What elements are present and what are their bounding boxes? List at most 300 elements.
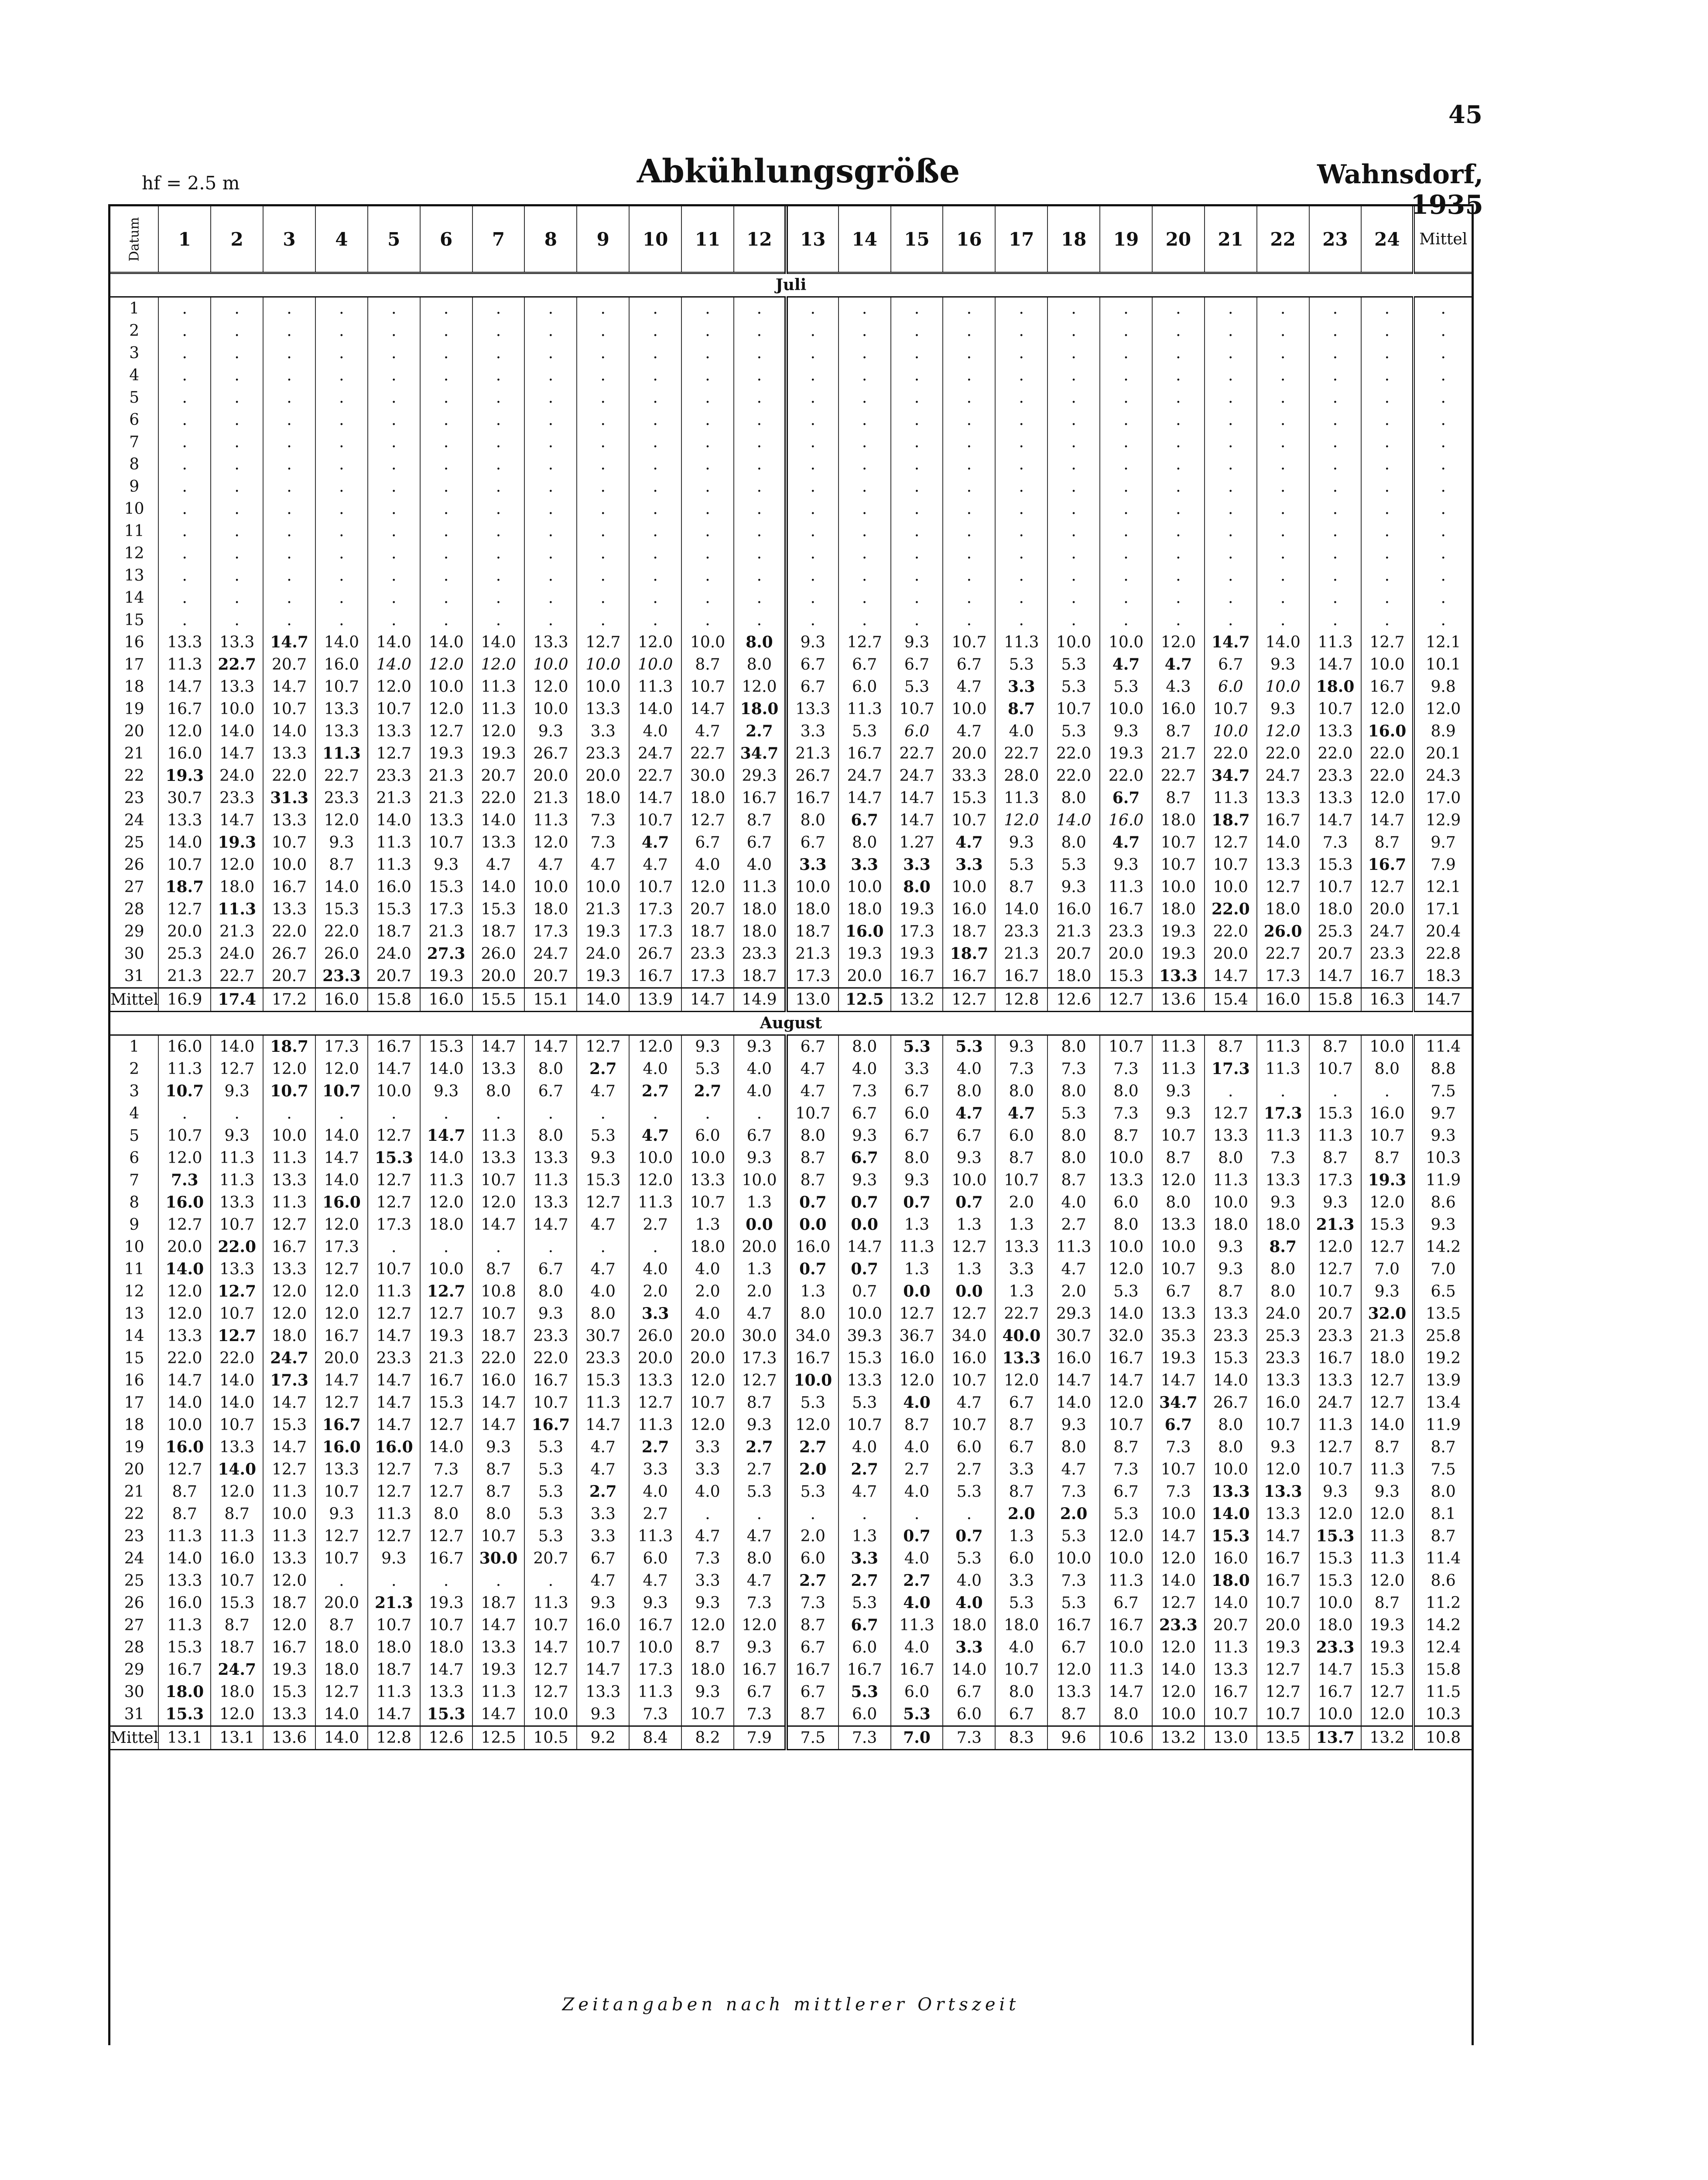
hourly-value: 10.7	[681, 676, 734, 698]
hourly-value: .	[524, 1570, 577, 1592]
hourly-value: 14.0	[315, 631, 368, 654]
hourly-value: 18.0	[524, 898, 577, 921]
hourly-mean: 12.5	[472, 1726, 525, 1750]
hourly-value: .	[629, 542, 681, 565]
hourly-value: 20.0	[734, 1236, 786, 1258]
day-number: 6	[129, 411, 140, 429]
hourly-value: 29.3	[734, 765, 786, 787]
hourly-value: .	[891, 453, 943, 476]
hourly-value: .	[943, 387, 995, 409]
hourly-value: .	[786, 431, 839, 453]
day-number: 10	[124, 1238, 144, 1256]
hourly-value: 16.0	[891, 1347, 943, 1369]
hourly-value: 13.3	[1257, 1169, 1309, 1191]
hourly-value: 9.3	[1100, 720, 1152, 743]
hourly-value: .	[891, 387, 943, 409]
hourly-value: 12.7	[1361, 1681, 1414, 1703]
day-number: 5	[129, 389, 140, 407]
daily-mean: 10.1	[1414, 654, 1472, 676]
table-row	[110, 1035, 1472, 1058]
hourly-value: 12.7	[158, 1214, 211, 1236]
hourly-value: 12.7	[368, 1169, 420, 1191]
hour-column-header: 9	[577, 206, 629, 273]
hourly-value: .	[315, 1570, 368, 1592]
hourly-value: 11.3	[1152, 1035, 1205, 1058]
hourly-value: 17.3	[629, 921, 681, 943]
hourly-value: .	[1152, 565, 1205, 587]
hourly-value: 14.0	[368, 809, 420, 832]
hourly-value: 1.27	[891, 832, 943, 854]
day-number: 18	[124, 678, 144, 696]
hourly-value: 9.3	[839, 1169, 891, 1191]
hourly-value: 14.0	[315, 876, 368, 898]
hourly-value: .	[786, 476, 839, 498]
day-number: 19	[124, 1438, 144, 1456]
hourly-value: 4.7	[734, 1303, 786, 1325]
hourly-mean: 16.0	[315, 988, 368, 1012]
hourly-value: .	[158, 587, 211, 609]
hourly-value: .	[786, 342, 839, 364]
day-number: 20	[124, 1461, 144, 1478]
hourly-value: 13.3	[1205, 1659, 1257, 1681]
hourly-value: 15.3	[158, 1703, 211, 1726]
hourly-value: .	[577, 320, 629, 342]
hourly-value: 8.0	[1100, 1703, 1152, 1726]
hourly-value: .	[1100, 609, 1152, 631]
page-title: Abkühlungsgröße	[637, 153, 960, 190]
hourly-value: 1.3	[891, 1214, 943, 1236]
hourly-value: 26.0	[472, 943, 525, 965]
hourly-value: 14.0	[158, 1547, 211, 1570]
hourly-value: 10.0	[368, 1080, 420, 1102]
hourly-value: .	[420, 1236, 472, 1258]
table-row	[110, 1570, 1472, 1592]
hourly-value: 11.3	[315, 743, 368, 765]
hourly-value: 4.0	[891, 1636, 943, 1659]
hourly-value: .	[943, 342, 995, 364]
hourly-value: 9.3	[420, 1080, 472, 1102]
hourly-value: 6.0	[681, 1125, 734, 1147]
day-number: 30	[124, 945, 144, 963]
hourly-value: 12.7	[211, 1325, 263, 1347]
table-row	[110, 676, 1472, 698]
hourly-value: 4.0	[629, 1258, 681, 1280]
hourly-value: .	[263, 565, 315, 587]
table-row	[110, 1458, 1472, 1481]
hourly-value: 15.3	[1309, 854, 1362, 876]
hourly-value: 14.7	[420, 1125, 472, 1147]
hourly-mean: 7.3	[839, 1726, 891, 1750]
hourly-value: .	[368, 609, 420, 631]
hourly-value: .	[315, 409, 368, 431]
hourly-value: .	[891, 542, 943, 565]
hourly-value: 9.3	[472, 1436, 525, 1458]
hourly-value: 34.7	[1205, 765, 1257, 787]
hourly-value: 19.3	[211, 832, 263, 854]
day-number: 28	[124, 900, 144, 918]
hourly-value: 17.3	[1205, 1058, 1257, 1080]
hourly-value: 20.7	[472, 765, 525, 787]
hourly-value: 8.0	[577, 1303, 629, 1325]
hourly-value: 6.7	[577, 1547, 629, 1570]
hourly-value: 18.0	[577, 787, 629, 809]
hourly-value: 14.7	[211, 743, 263, 765]
hourly-value: 12.0	[1100, 1392, 1152, 1414]
table-row	[110, 476, 1472, 498]
hourly-value: .	[211, 476, 263, 498]
hourly-value: 11.3	[629, 1414, 681, 1436]
hourly-value: 13.3	[1257, 1369, 1309, 1392]
hourly-value: .	[315, 1102, 368, 1125]
hourly-value: 3.3	[681, 1436, 734, 1458]
hourly-value: .	[263, 1102, 315, 1125]
hourly-value: .	[1257, 498, 1309, 520]
table-row	[110, 565, 1472, 587]
hourly-value: 4.0	[891, 1547, 943, 1570]
hourly-value: 20.0	[158, 921, 211, 943]
hourly-value: .	[681, 542, 734, 565]
hourly-value: 13.3	[472, 832, 525, 854]
hourly-value: 26.7	[786, 765, 839, 787]
hourly-value: 10.7	[472, 1169, 525, 1191]
hourly-value: .	[734, 476, 786, 498]
hourly-value: .	[524, 565, 577, 587]
hourly-value: 11.3	[211, 1525, 263, 1547]
hourly-value: 26.7	[524, 743, 577, 765]
hourly-value: 8.0	[891, 876, 943, 898]
hourly-value: 6.7	[1100, 1481, 1152, 1503]
hourly-value: .	[158, 431, 211, 453]
hourly-value: 10.7	[420, 1614, 472, 1636]
hourly-value: 12.7	[1257, 876, 1309, 898]
hourly-value: 15.3	[420, 1035, 472, 1058]
hourly-value: 13.3	[263, 1169, 315, 1191]
hourly-value: .	[263, 587, 315, 609]
hourly-value: 19.3	[420, 743, 472, 765]
hourly-value: 18.7	[786, 921, 839, 943]
hourly-value: 13.3	[158, 1570, 211, 1592]
hourly-value: 8.0	[1100, 1080, 1152, 1102]
hourly-value: .	[368, 409, 420, 431]
table-row	[110, 1636, 1472, 1659]
hourly-value: .	[315, 342, 368, 364]
hourly-value: 19.3	[420, 1325, 472, 1347]
hourly-value: 18.0	[839, 898, 891, 921]
hourly-value: 16.7	[995, 965, 1047, 988]
hour-column-header: 16	[943, 206, 995, 273]
hourly-value: .	[734, 320, 786, 342]
hourly-value: 13.3	[211, 1258, 263, 1280]
hourly-value: 18.0	[943, 1614, 995, 1636]
hourly-value: 22.0	[1205, 743, 1257, 765]
hourly-value: 14.7	[1309, 1659, 1362, 1681]
hourly-value: 12.0	[158, 720, 211, 743]
hourly-value: 9.3	[420, 854, 472, 876]
hourly-value: 2.7	[577, 1058, 629, 1080]
hourly-value: 18.7	[368, 1659, 420, 1681]
hourly-mean: 15.1	[524, 988, 577, 1012]
hourly-value: .	[839, 364, 891, 387]
hour-column-header: 13	[786, 206, 839, 273]
hour-column-header: 5	[368, 206, 420, 273]
hourly-value: .	[839, 387, 891, 409]
hourly-value: 6.7	[786, 1636, 839, 1659]
hourly-value: 6.7	[734, 1125, 786, 1147]
hourly-value: .	[681, 520, 734, 542]
hourly-value: 3.3	[681, 1570, 734, 1592]
hourly-value: 15.3	[1309, 1570, 1362, 1592]
hourly-value: .	[577, 364, 629, 387]
table-row	[110, 587, 1472, 609]
hourly-value: 14.7	[524, 1035, 577, 1058]
hourly-value: 10.7	[839, 1414, 891, 1436]
hourly-value: 11.3	[158, 654, 211, 676]
hourly-value: 12.0	[1361, 1503, 1414, 1525]
hourly-value: 7.3	[1152, 1436, 1205, 1458]
hourly-value: 12.0	[681, 1369, 734, 1392]
hourly-value: 5.3	[839, 1681, 891, 1703]
hourly-value: 18.0	[315, 1659, 368, 1681]
hourly-value: .	[158, 364, 211, 387]
daily-mean: 7.0	[1414, 1258, 1472, 1280]
hourly-value: .	[368, 431, 420, 453]
hourly-value: 1.3	[995, 1280, 1047, 1303]
hourly-value: 24.0	[577, 943, 629, 965]
hourly-value: .	[681, 609, 734, 631]
hourly-value: 4.0	[681, 1258, 734, 1280]
hourly-value: 0.0	[734, 1214, 786, 1236]
hourly-value: 8.7	[734, 1392, 786, 1414]
hourly-value: .	[158, 320, 211, 342]
hourly-value: .	[1152, 431, 1205, 453]
hourly-value: 2.7	[629, 1214, 681, 1236]
daily-mean: .	[1414, 453, 1472, 476]
hourly-value: 12.7	[1361, 1392, 1414, 1414]
hourly-value: 14.7	[1205, 965, 1257, 988]
hourly-value: 6.7	[524, 1080, 577, 1102]
hour-column-header: 8	[524, 206, 577, 273]
hourly-value: 14.0	[368, 654, 420, 676]
hourly-value: 22.0	[1361, 765, 1414, 787]
hourly-value: 11.3	[1100, 876, 1152, 898]
hourly-value: 20.7	[263, 965, 315, 988]
hourly-mean: 14.0	[315, 1726, 368, 1750]
hourly-value: 14.7	[1309, 654, 1362, 676]
hourly-value: .	[420, 364, 472, 387]
hourly-value: 6.7	[1205, 654, 1257, 676]
hourly-mean: 9.2	[577, 1726, 629, 1750]
hourly-value: 5.3	[943, 1481, 995, 1503]
hourly-value: .	[1047, 587, 1100, 609]
hourly-value: 13.3	[577, 698, 629, 720]
hourly-value: 12.0	[263, 1614, 315, 1636]
hourly-value: .	[943, 431, 995, 453]
hourly-value: 12.7	[420, 1414, 472, 1436]
day-number: 28	[124, 1639, 144, 1656]
hourly-value: 12.0	[420, 698, 472, 720]
hourly-mean: 13.0	[1205, 1726, 1257, 1750]
hourly-value: 17.3	[891, 921, 943, 943]
hourly-value: .	[577, 1236, 629, 1258]
hourly-value: .	[263, 453, 315, 476]
hourly-value: 0.0	[786, 1214, 839, 1236]
hourly-value: .	[420, 387, 472, 409]
hourly-value: .	[524, 431, 577, 453]
hourly-value: .	[1205, 542, 1257, 565]
hourly-value: .	[524, 453, 577, 476]
hourly-value: .	[1100, 431, 1152, 453]
hourly-value: .	[786, 542, 839, 565]
hourly-value: 22.0	[472, 787, 525, 809]
hourly-value: 7.3	[158, 1169, 211, 1191]
hourly-value: 8.7	[1309, 1147, 1362, 1169]
hourly-value: 11.3	[577, 1392, 629, 1414]
hourly-value: 10.7	[629, 809, 681, 832]
hourly-value: 13.3	[315, 720, 368, 743]
hourly-value: 6.7	[995, 1703, 1047, 1726]
month-title: August	[110, 1012, 1472, 1035]
hourly-value: 23.3	[734, 943, 786, 965]
daily-mean: 11.4	[1414, 1547, 1472, 1570]
hourly-value: .	[1100, 297, 1152, 320]
hourly-value: .	[263, 431, 315, 453]
hourly-value: 11.3	[891, 1614, 943, 1636]
hourly-value: 10.7	[1100, 1414, 1152, 1436]
hourly-value: .	[1205, 587, 1257, 609]
hourly-value: 23.3	[524, 1325, 577, 1347]
hourly-value: 18.0	[1152, 898, 1205, 921]
day-number: 15	[124, 1349, 144, 1367]
hourly-value: 16.7	[420, 1547, 472, 1570]
hourly-value: 12.0	[1152, 1636, 1205, 1659]
hourly-value: 14.0	[1152, 1570, 1205, 1592]
hourly-value: 10.0	[1152, 876, 1205, 898]
daily-mean: 8.6	[1414, 1191, 1472, 1214]
hourly-value: 13.3	[211, 1191, 263, 1214]
hourly-value: 9.3	[1361, 1280, 1414, 1303]
hourly-value: 17.3	[786, 965, 839, 988]
day-number: 9	[129, 478, 140, 496]
hourly-value: .	[1100, 453, 1152, 476]
hourly-value: .	[839, 431, 891, 453]
hourly-value: 19.3	[158, 765, 211, 787]
hourly-value: 18.0	[211, 876, 263, 898]
hourly-value: 4.7	[681, 1525, 734, 1547]
table-row	[110, 609, 1472, 631]
hourly-value: 16.7	[158, 698, 211, 720]
hourly-value: 10.0	[1100, 1236, 1152, 1258]
hourly-value: 6.7	[786, 1681, 839, 1703]
hourly-value: 11.3	[1309, 1414, 1362, 1436]
hourly-value: 9.3	[1152, 1080, 1205, 1102]
hourly-value: .	[681, 587, 734, 609]
daily-mean: .	[1414, 320, 1472, 342]
hourly-value: 12.7	[420, 1303, 472, 1325]
hourly-value: 8.7	[1047, 1703, 1100, 1726]
hourly-value: .	[681, 342, 734, 364]
hour-column-header: 1	[158, 206, 211, 273]
hourly-value: 6.7	[1100, 787, 1152, 809]
hourly-value: 14.7	[368, 1325, 420, 1347]
hourly-value: .	[1100, 320, 1152, 342]
hourly-value: 18.7	[1205, 809, 1257, 832]
hourly-value: .	[1100, 587, 1152, 609]
day-number: 8	[129, 1194, 140, 1211]
hourly-value: .	[368, 1236, 420, 1258]
hourly-value: .	[420, 320, 472, 342]
hourly-value: 21.3	[158, 965, 211, 988]
hourly-value: 13.3	[263, 809, 315, 832]
hourly-value: 9.3	[1152, 1102, 1205, 1125]
hourly-value: .	[472, 542, 525, 565]
hourly-value: .	[420, 1102, 472, 1125]
hourly-value: .	[1047, 431, 1100, 453]
hourly-value: .	[1152, 364, 1205, 387]
hourly-value: 14.0	[420, 1058, 472, 1080]
hourly-value: 10.0	[1205, 1191, 1257, 1214]
hourly-mean: 13.2	[1361, 1726, 1414, 1750]
daily-mean: 14.2	[1414, 1236, 1472, 1258]
hourly-value: .	[1257, 520, 1309, 542]
hourly-value: 14.7	[158, 1369, 211, 1392]
hourly-value: 11.3	[629, 676, 681, 698]
hourly-value: 20.7	[1047, 943, 1100, 965]
hourly-value: 13.3	[158, 1325, 211, 1347]
hourly-value: 15.3	[943, 787, 995, 809]
hourly-value: .	[1257, 1080, 1309, 1102]
hourly-value: 16.0	[1047, 1347, 1100, 1369]
hourly-value: 7.3	[1100, 1102, 1152, 1125]
hourly-value: 15.3	[1309, 1547, 1362, 1570]
daily-mean: 11.9	[1414, 1169, 1472, 1191]
hourly-value: 5.3	[1100, 1503, 1152, 1525]
day-number: 23	[124, 789, 144, 807]
hourly-mean: 8.4	[629, 1726, 681, 1750]
hourly-value: 16.7	[315, 1414, 368, 1436]
day-number: 23	[124, 1527, 144, 1545]
hourly-value: 13.3	[1257, 787, 1309, 809]
hourly-value: 16.7	[315, 1325, 368, 1347]
hourly-value: .	[734, 520, 786, 542]
hourly-value: 14.7	[315, 1147, 368, 1169]
hourly-value: 16.7	[1257, 1547, 1309, 1570]
hourly-value: .	[211, 297, 263, 320]
hourly-value: 14.7	[472, 1414, 525, 1436]
table-row	[110, 498, 1472, 520]
hourly-value: 13.3	[629, 1369, 681, 1392]
hourly-value: 4.0	[943, 1058, 995, 1080]
hourly-value: 14.0	[1205, 1369, 1257, 1392]
hourly-value: 22.0	[211, 1236, 263, 1258]
hourly-value: 21.3	[1309, 1214, 1362, 1236]
table-row	[110, 1280, 1472, 1303]
daily-mean: 14.2	[1414, 1614, 1472, 1636]
hourly-value: 24.0	[368, 943, 420, 965]
hourly-value: .	[211, 320, 263, 342]
daily-mean: 20.4	[1414, 921, 1472, 943]
hourly-value: 25.3	[1257, 1325, 1309, 1347]
hourly-value: .	[524, 1102, 577, 1125]
hourly-value: 18.0	[681, 1659, 734, 1681]
hourly-value: 16.0	[1361, 1102, 1414, 1125]
hourly-value: 26.7	[263, 943, 315, 965]
hourly-value: 2.7	[629, 1436, 681, 1458]
daily-mean: 9.7	[1414, 832, 1472, 854]
hourly-value: .	[472, 1102, 525, 1125]
hourly-value: 18.0	[1205, 1214, 1257, 1236]
hourly-value: .	[1047, 476, 1100, 498]
hourly-value: 23.3	[315, 965, 368, 988]
